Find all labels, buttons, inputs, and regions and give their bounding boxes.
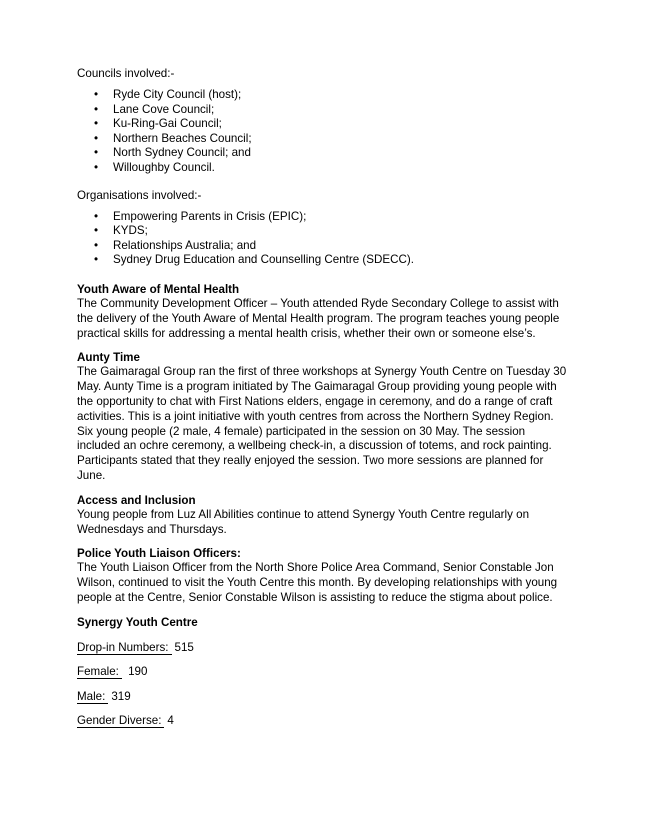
section-body: The Gaimaragal Group ran the first of three workshops at Synergy Youth Centre on Tuesday 30 May. Aunty Time is a program initiated by The Gaimaragal Group providing young people with the opportunity to chat with First Nations elders, engage in ceremony, and do a range of craft activities. This is a joint initiative with youth centres from across the Northern Sydney Region. Six young people (2 male, 4 female) participated in the session on 30 May. The session included an ochre ceremony, a wellbeing check-in, a discussion of totems, and rock painting. Participants stated that they really enjoyed the session. Two more sessions are planned for June. — [77, 365, 567, 482]
list-item-text: Empowering Parents in Crisis (EPIC); — [113, 209, 307, 223]
section-body: The Youth Liaison Officer from the North Shore Police Area Command, Senior Constable Jon Wilson, continued to visit the Youth Centre this month. By developing relationships with young people at the Centre, Senior Constable Wilson is assisting to reduce the stigma about police. — [77, 561, 558, 604]
section-police-youth-liaison-officers — [77, 546, 570, 605]
stat-label: Female: — [77, 665, 122, 679]
stat-drop-in-numbers — [77, 640, 570, 655]
stat-label: Gender Diverse: — [77, 714, 164, 728]
list-item-text: Ku-Ring-Gai Council; — [113, 117, 222, 131]
list-item — [77, 117, 570, 132]
stat-value: 319 — [111, 689, 131, 703]
section-youth-aware-of-mental-health — [77, 282, 570, 341]
bullet-icon: • — [94, 146, 99, 160]
list-item — [77, 146, 570, 161]
councils-list — [77, 88, 570, 176]
stat-value: 515 — [174, 640, 194, 654]
section-heading: Aunty Time — [77, 351, 140, 365]
stat-gender-diverse — [77, 713, 570, 728]
stat-label: Male: — [77, 690, 108, 704]
bullet-icon: • — [94, 102, 99, 116]
bullet-icon: • — [94, 253, 99, 267]
list-item — [77, 224, 570, 239]
bullet-icon: • — [94, 209, 99, 223]
list-item-text: Relationships Australia; and — [113, 238, 257, 252]
section-heading: Youth Aware of Mental Health — [77, 282, 240, 296]
bullet-icon: • — [94, 88, 99, 101]
list-item — [77, 132, 570, 147]
list-item — [77, 88, 570, 103]
section-heading: Police Youth Liaison Officers: — [77, 547, 241, 561]
list-item-text: Willoughby Council. — [113, 160, 215, 174]
section-heading: Access and Inclusion — [77, 493, 196, 507]
stat-label: Drop-in Numbers: — [77, 641, 172, 655]
list-item-text: Ryde City Council (host); — [113, 88, 242, 101]
councils-involved-label: Councils involved:- — [77, 67, 175, 80]
stat-value: 4 — [167, 714, 174, 728]
stat-female — [77, 664, 570, 679]
bullet-icon: • — [94, 224, 99, 238]
list-item-text: Lane Cove Council; — [113, 102, 215, 116]
list-item-text: KYDS; — [113, 224, 148, 238]
list-item — [77, 161, 570, 176]
section-access-and-inclusion — [77, 493, 570, 538]
list-item — [77, 253, 570, 268]
organisations-list — [77, 210, 570, 268]
stat-value: 190 — [124, 665, 148, 679]
bullet-icon: • — [94, 238, 99, 252]
list-item-text: North Sydney Council; and — [113, 146, 251, 160]
section-aunty-time — [77, 350, 570, 483]
synergy-youth-centre-heading: Synergy Youth Centre — [77, 615, 198, 629]
list-item-text: Northern Beaches Council; — [113, 131, 252, 145]
section-body: The Community Development Officer – Youth attended Ryde Secondary College to assist with the delivery of the Youth Aware of Mental Health program. The program teaches young people practical skills for addressing a mental health crisis, whether their own or someone else’s. — [77, 296, 560, 340]
bullet-icon: • — [94, 160, 99, 174]
list-item-text: Sydney Drug Education and Counselling Centre (SDECC). — [113, 253, 414, 267]
bullet-icon: • — [94, 131, 99, 145]
list-item — [77, 239, 570, 254]
organisations-involved-label: Organisations involved:- — [77, 188, 202, 202]
stat-male — [77, 689, 570, 704]
list-item — [77, 210, 570, 225]
list-item — [77, 103, 570, 118]
bullet-icon: • — [94, 117, 99, 131]
section-body: Young people from Luz All Abilities continue to attend Synergy Youth Centre regularly on Wednesdays and Thursdays. — [77, 507, 530, 536]
